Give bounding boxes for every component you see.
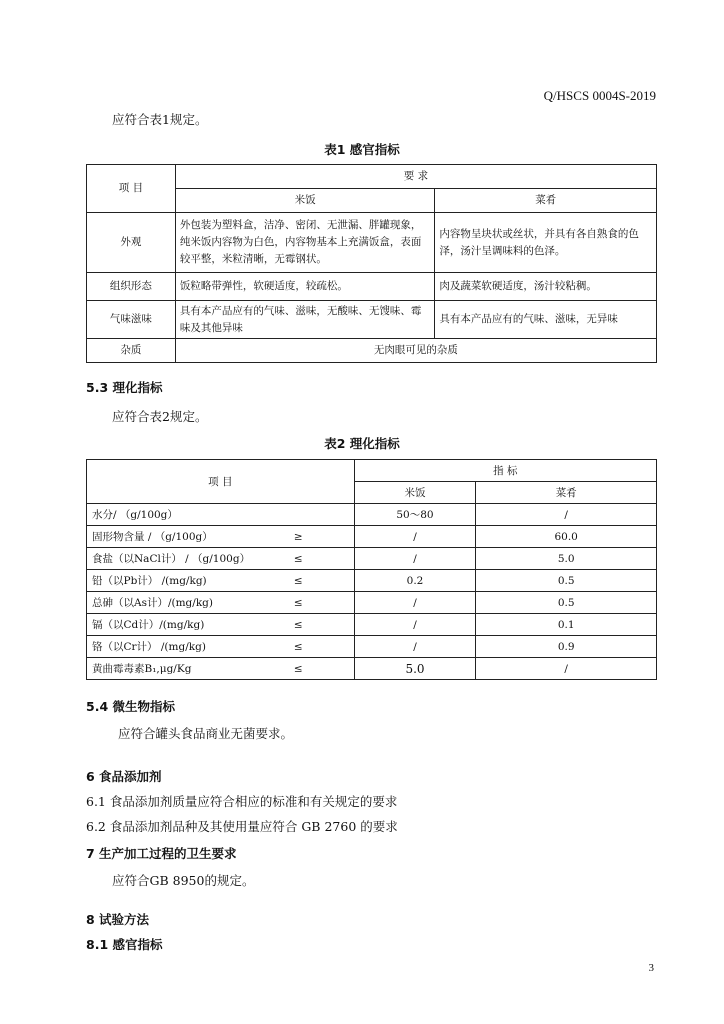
physchem-table <box>86 459 657 680</box>
t2-row-item: 固形物含量 / （g/100g） ≥ <box>87 526 355 548</box>
t2-row-dish: 60.0 <box>476 526 657 548</box>
table2-caption: 表2 理化指标 <box>324 436 400 451</box>
t1-row-item: 气味滋味 <box>87 301 176 339</box>
section-5-4-heading: 5.4 微生物指标 <box>86 699 175 714</box>
t2-row-item: 总砷（以As计）/(mg/kg) ≤ <box>87 592 355 614</box>
t2-header-item: 项 目 <box>87 460 355 504</box>
t2-row-rice: / <box>354 526 476 548</box>
section-6-1: 6.1 食品添加剂质量应符合相应的标准和有关规定的要求 <box>86 794 398 809</box>
t1-row-item: 外观 <box>87 213 176 273</box>
page-number: 3 <box>648 962 654 974</box>
t2-row-rice: 0.2 <box>354 570 476 592</box>
section-7-line: 应符合GB 8950的规定。 <box>112 873 255 888</box>
t2-row-rice: / <box>354 614 476 636</box>
t1-row-rice: 外包装为塑料盒，洁净、密闭、无泄漏、胖罐现象， 纯米饭内容物为白色，内容物基本上充满饭盒，表面 较平整，米粒清晰，无霉钢状。 <box>175 213 435 273</box>
t1-row-item: 组织形态 <box>87 273 176 301</box>
t1-row-dish: 具有本产品应有的气味、滋味，无异味 <box>435 301 657 339</box>
t2-row-dish: 0.9 <box>476 636 657 658</box>
document-code: Q/HSCS 0004S-2019 <box>543 88 656 103</box>
t1-row-rice: 饭粒略带弹性，软硬适度，较疏松。 <box>175 273 435 301</box>
t2-row-item: 黄曲霉毒素B₁,μg/Kg ≤ <box>87 658 355 680</box>
sensory-table <box>86 164 657 363</box>
t1-header-item: 项 目 <box>87 165 176 213</box>
section-5-3-line: 应符合表2规定。 <box>112 409 208 424</box>
t2-row-rice: 50～80 <box>354 504 476 526</box>
t2-header-index: 指 标 <box>354 460 656 482</box>
t2-row-rice: 5.0 <box>354 658 476 680</box>
section-6-2: 6.2 食品添加剂品种及其使用量应符合 GB 2760 的要求 <box>86 819 398 834</box>
t2-row-dish: 0.5 <box>476 592 657 614</box>
section-8-1-heading: 8.1 感官指标 <box>86 937 163 952</box>
t2-row-dish: / <box>476 504 657 526</box>
intro-line: 应符合表1规定。 <box>112 112 208 127</box>
section-6-heading: 6 食品添加剂 <box>86 769 162 784</box>
t2-row-dish: / <box>476 658 657 680</box>
t2-header-dish: 菜肴 <box>476 482 657 504</box>
t2-row-item: 食盐（以NaCl计） / （g/100g） ≤ <box>87 548 355 570</box>
t2-row-rice: / <box>354 548 476 570</box>
t2-row-item: 水分/ （g/100g） <box>87 504 355 526</box>
t1-row-item: 杂质 <box>87 339 176 363</box>
section-7-heading: 7 生产加工过程的卫生要求 <box>86 846 237 861</box>
t1-header-requirement: 要 求 <box>175 165 656 189</box>
t1-header-dish: 菜肴 <box>435 189 657 213</box>
t1-header-rice: 米饭 <box>175 189 435 213</box>
t2-header-rice: 米饭 <box>354 482 476 504</box>
section-8-heading: 8 试验方法 <box>86 912 150 927</box>
t2-row-item: 铬（以Cr计） /(mg/kg) ≤ <box>87 636 355 658</box>
t2-row-item: 铅（以Pb计） /(mg/kg) ≤ <box>87 570 355 592</box>
section-5-4-line: 应符合罐头食品商业无菌要求。 <box>118 726 294 741</box>
t1-row-merged: 无肉眼可见的杂质 <box>175 339 656 363</box>
section-5-3-heading: 5.3 理化指标 <box>86 380 163 395</box>
t2-row-item: 镉（以Cd计）/(mg/kg) ≤ <box>87 614 355 636</box>
t2-row-rice: / <box>354 592 476 614</box>
table1-caption: 表1 感官指标 <box>324 142 400 157</box>
t2-row-dish: 0.1 <box>476 614 657 636</box>
t1-row-dish: 内容物呈块状或丝状，并具有各自熟食的色 泽，汤汁呈调味料的色泽。 <box>435 213 657 273</box>
t2-row-rice: / <box>354 636 476 658</box>
t2-row-dish: 0.5 <box>476 570 657 592</box>
t2-row-dish: 5.0 <box>476 548 657 570</box>
t1-row-rice: 具有本产品应有的气味、滋味，无酸味、无馊味、霉 味及其他异味 <box>175 301 435 339</box>
t1-row-dish: 肉及蔬菜软硬适度，汤汁较粘稠。 <box>435 273 657 301</box>
